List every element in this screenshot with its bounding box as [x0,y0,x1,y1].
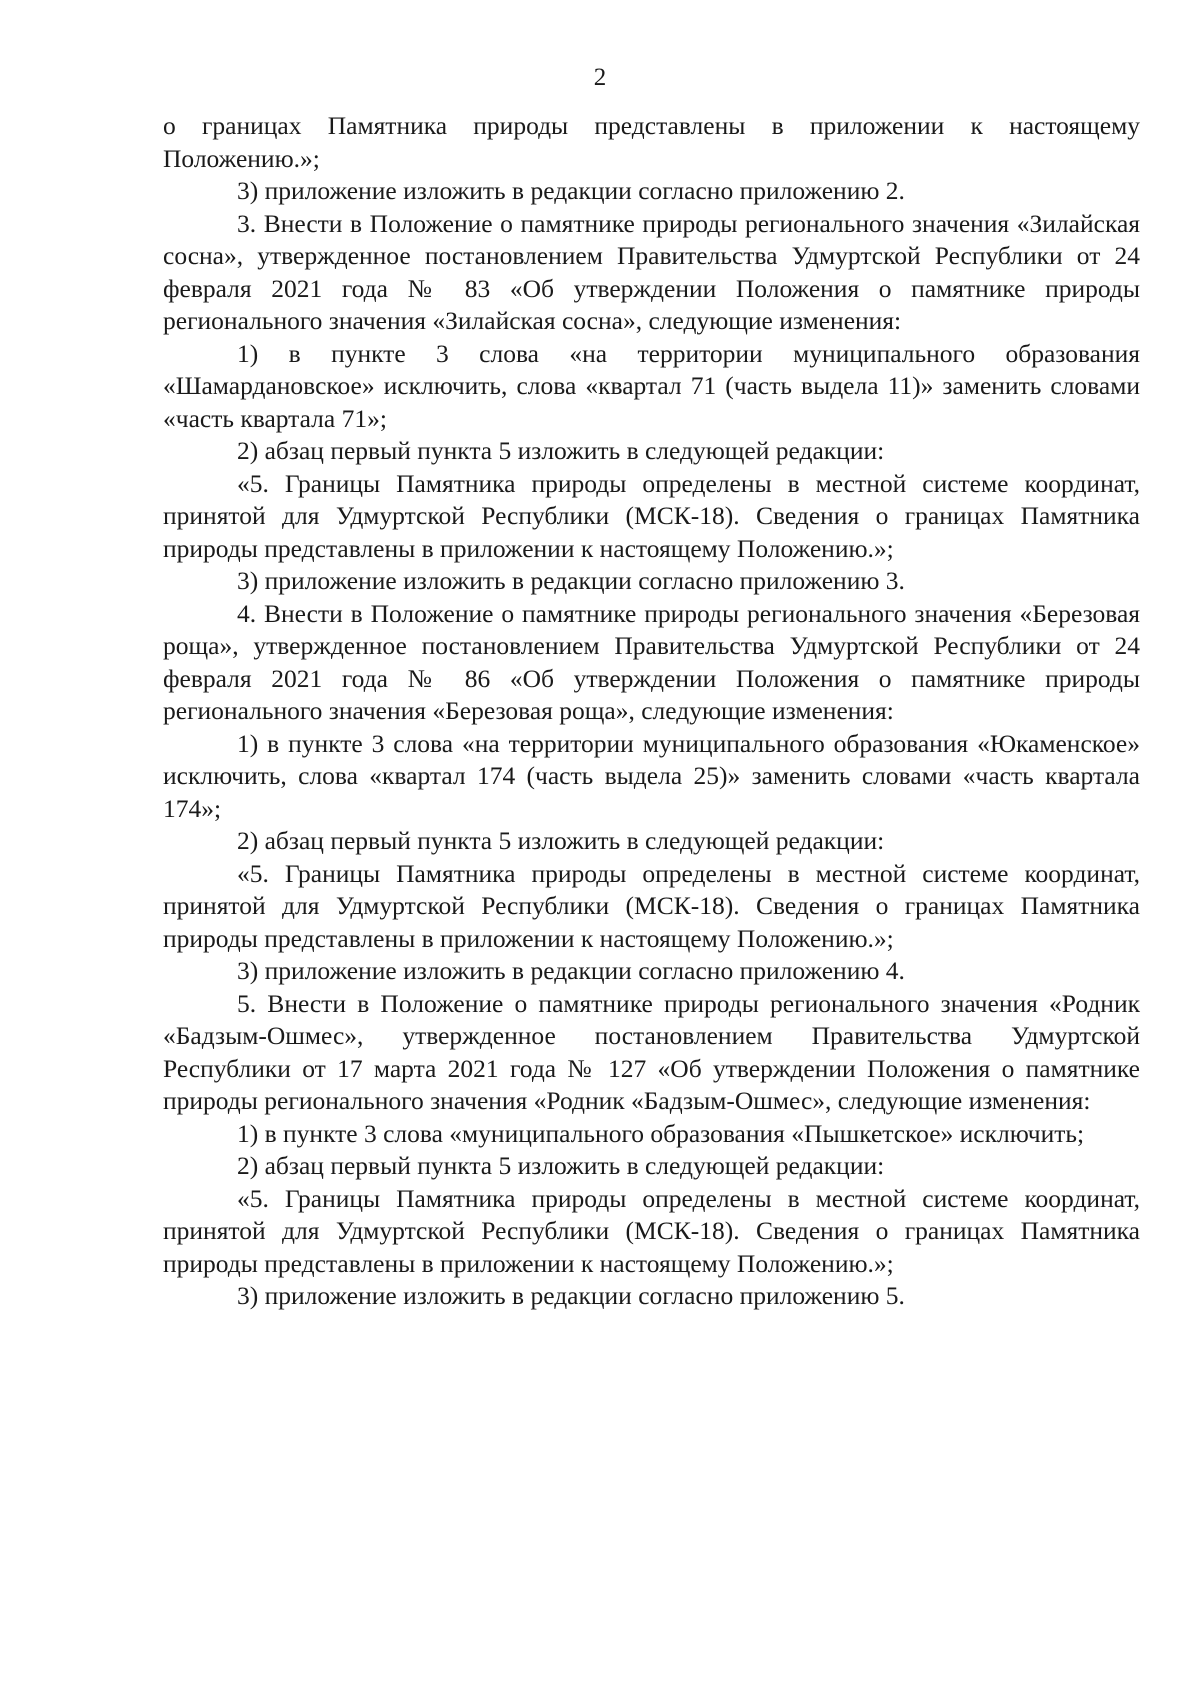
paragraph: о границах Памятника природы представлены в приложении к настоящему Положению.»; [163,111,1140,173]
paragraph: 1) в пункте 3 слова «на территории муниципального образования «Юкаменское» исключить, слова «квартал 174 (часть выдела 25)» заменить словами «часть квартала 174»; [163,728,1140,823]
paragraph: 3) приложение изложить в редакции согласно приложению 2. [237,176,905,205]
paragraph: 2) абзац первый пункта 5 изложить в следующей редакции: [237,436,885,465]
paragraph: «5. Границы Памятника природы определены в местной системе координат, принятой для Удмуртской Республики (МСК-18). Сведения о границах Памятника природы представлены в приложении к настоящему Положению.»; [163,858,1140,953]
paragraph: «5. Границы Памятника природы определены в местной системе координат, принятой для Удмуртской Республики (МСК-18). Сведения о границах Памятника природы представлены в приложении к настоящему Положению.»; [163,1183,1140,1278]
paragraph: 2) абзац первый пункта 5 изложить в следующей редакции: [237,1151,885,1180]
paragraph: 1) в пункте 3 слова «муниципального образования «Пышкетское» исключить; [237,1118,1085,1148]
paragraph: «5. Границы Памятника природы определены в местной системе координат, принятой для Удмуртской Республики (МСК-18). Сведения о границах Памятника природы представлены в приложении к настоящему Положению.»; [163,468,1140,563]
paragraph: 3) приложение изложить в редакции согласно приложению 4. [237,956,905,985]
paragraph: 4. Внести в Положение о памятнике природы регионального значения «Березовая роща», утвержденное постановлением Правительства Удмуртской Республики от 24 февраля 2021 года № 86 «Об утверждении Положения о памятнике природы регионального значения «Березовая роща», следующие изменения: [163,598,1140,725]
paragraph: 3) приложение изложить в редакции согласно приложению 5. [237,1281,905,1310]
paragraph: 1) в пункте 3 слова «на территории муниципального образования «Шамардановское» исключить, слова «квартал 71 (часть выдела 11)» заменить словами «часть квартала 71»; [163,338,1140,433]
paragraph: 2) абзац первый пункта 5 изложить в следующей редакции: [237,826,885,855]
paragraph: 3. Внести в Положение о памятнике природы регионального значения «Зилайская сосна», утвержденное постановлением Правительства Удмуртской Республики от 24 февраля 2021 года № 83 «Об утверждении Положения о памятнике природы регионального значения «Зилайская сосна», следующие изменения: [163,208,1140,335]
paragraph: 5. Внести в Положение о памятнике природы регионального значения «Родник «Бадзым-Ошмес», утвержденное постановлением Правительства Удмуртской Республики от 17 марта 2021 года № 127 «Об утверждении Положения о памятнике природы регионального значения «Родник «Бадзым-Ошмес», следующие изменения: [163,988,1140,1115]
paragraph: 3) приложение изложить в редакции согласно приложению 3. [237,566,905,595]
document-body [163,110,1140,1313]
page-number: 2 [593,64,607,91]
